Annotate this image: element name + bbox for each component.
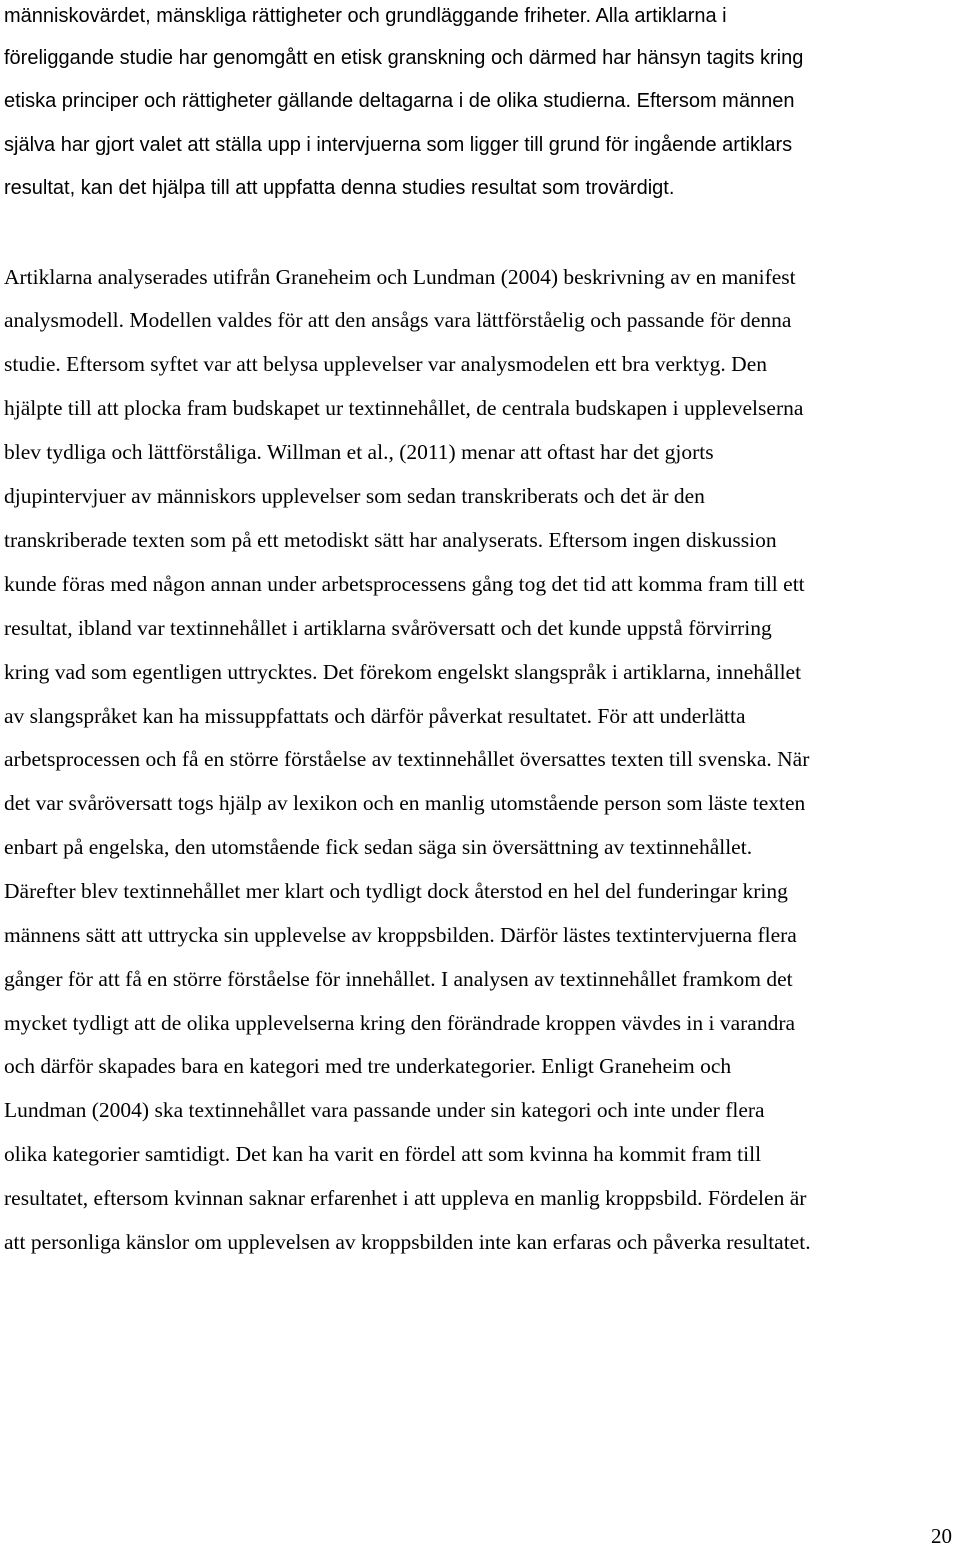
text-line: olika kategorier samtidigt. Det kan ha varit en fördel att som kvinna ha kommit fram till bbox=[4, 1142, 762, 1166]
text-line: det var svåröversatt togs hjälp av lexikon och en manlig utomstående person som läste texten bbox=[4, 791, 806, 815]
text-line: transkriberade texten som på ett metodiskt sätt har analyserats. Eftersom ingen diskussion bbox=[4, 528, 777, 552]
text-line: människovärdet, mänskliga rättigheter och grundläggande friheter. Alla artiklarna i bbox=[4, 5, 727, 27]
text-line: djupintervjuer av människors upplevelser som sedan transkriberats och det är den bbox=[4, 484, 705, 508]
page-number: 20 bbox=[931, 1524, 952, 1548]
text-line: etiska principer och rättigheter gällande deltagarna i de olika studierna. Eftersom männen bbox=[4, 90, 795, 112]
text-line: arbetsprocessen och få en större förståelse av textinnehållet översattes texten till svenska. När bbox=[4, 747, 810, 771]
text-line: av slangspråket kan ha missuppfattats och därför påverkat resultatet. För att underlätta bbox=[4, 704, 746, 728]
text-line: resultatet, eftersom kvinnan saknar erfarenhet i att uppleva en manlig kroppsbild. Fördelen är bbox=[4, 1186, 807, 1210]
text-line: männens sätt att uttrycka sin upplevelse av kroppsbilden. Därför lästes textintervjuerna flera bbox=[4, 923, 797, 947]
text-line: enbart på engelska, den utomstående fick sedan säga sin översättning av textinnehållet. bbox=[4, 835, 753, 859]
text-line: Lundman (2004) ska textinnehållet vara passande under sin kategori och inte under flera bbox=[4, 1098, 765, 1122]
text-line: resultat, ibland var textinnehållet i artiklarna svåröversatt och det kunde uppstå förvirring bbox=[4, 616, 772, 640]
text-line: och därför skapades bara en kategori med tre underkategorier. Enligt Graneheim och bbox=[4, 1054, 732, 1078]
text-line: Artiklarna analyserades utifrån Graneheim och Lundman (2004) beskrivning av en manifest bbox=[4, 265, 796, 289]
text-line: studie. Eftersom syftet var att belysa upplevelser var analysmodelen ett bra verktyg. Den bbox=[4, 352, 767, 376]
text-line: föreliggande studie har genomgått en etisk granskning och därmed har hänsyn tagits kring bbox=[4, 47, 804, 69]
text-line: Därefter blev textinnehållet mer klart och tydligt dock återstod en hel del funderingar kring bbox=[4, 879, 788, 903]
text-line: att personliga känslor om upplevelsen av kroppsbilden inte kan erfaras och påverka resultatet. bbox=[4, 1230, 811, 1254]
text-line: kring vad som egentligen uttrycktes. Det förekom engelskt slangspråk i artiklarna, innehållet bbox=[4, 660, 802, 684]
text-line: analysmodell. Modellen valdes för att den ansågs vara lättförståelig och passande för denna bbox=[4, 308, 792, 332]
text-line: blev tydliga och lättförståliga. Willman et al., (2011) menar att oftast har det gjorts bbox=[4, 440, 714, 464]
text-line: kunde föras med någon annan under arbetsprocessens gång tog det tid att komma fram till ett bbox=[4, 572, 805, 596]
text-line: själva har gjort valet att ställa upp i intervjuerna som ligger till grund för ingående artiklars bbox=[4, 134, 793, 156]
text-line: gånger för att få en större förståelse för innehållet. I analysen av textinnehållet framkom det bbox=[4, 967, 793, 991]
text-line: hjälpte till att plocka fram budskapet ur textinnehållet, de centrala budskapen i upplevelserna bbox=[4, 396, 804, 420]
text-line: resultat, kan det hjälpa till att uppfatta denna studies resultat som trovärdigt. bbox=[4, 177, 675, 199]
text-line: mycket tydligt att de olika upplevelserna kring den förändrade kroppen vävdes in i varandra bbox=[4, 1011, 796, 1035]
